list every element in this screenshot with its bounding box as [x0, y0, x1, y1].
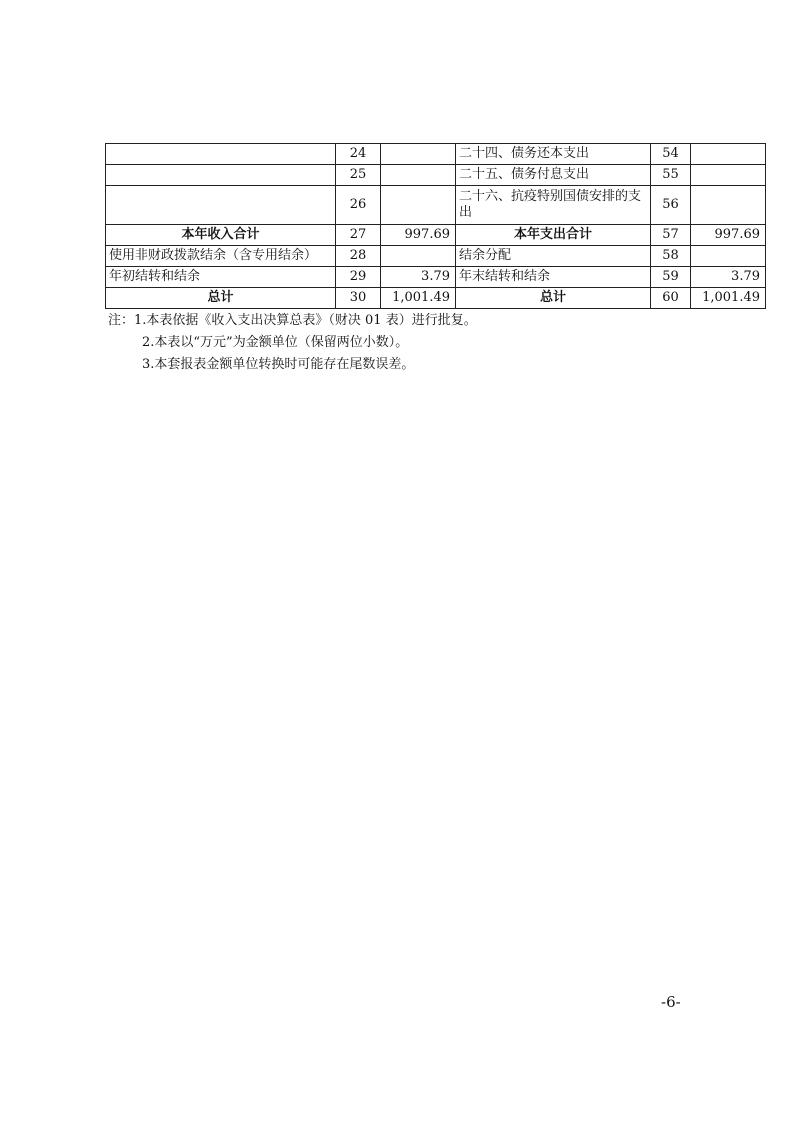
income-amount — [381, 186, 456, 225]
income-amount: 3.79 — [381, 267, 456, 288]
expenditure-line-number: 58 — [651, 246, 691, 267]
income-amount — [381, 144, 456, 165]
income-line-number: 25 — [336, 165, 381, 186]
expenditure-amount — [691, 186, 766, 225]
income-line-number: 24 — [336, 144, 381, 165]
income-line-number: 29 — [336, 267, 381, 288]
income-expenditure-table — [105, 143, 766, 309]
expenditure-total-amount: 997.69 — [691, 225, 766, 246]
note-line: 2.本表以“万元”为金额单位（保留两位小数）。 — [142, 335, 409, 350]
income-line-number: 27 — [336, 225, 381, 246]
expenditure-amount — [691, 246, 766, 267]
grand-total-income-label: 总计 — [106, 288, 336, 309]
expenditure-line-number: 60 — [651, 288, 691, 309]
expenditure-amount — [691, 165, 766, 186]
table-row — [106, 165, 766, 186]
note-line: 注：1.本表依据《收入支出决算总表》（财决 01 表）进行批复。 — [108, 313, 477, 328]
income-line-number: 26 — [336, 186, 381, 225]
income-line-number: 30 — [336, 288, 381, 309]
grand-total-expenditure-amount: 1,001.49 — [691, 288, 766, 309]
note-line: 3.本套报表金额单位转换时可能存在尾数误差。 — [142, 357, 415, 372]
expenditure-item-name: 二十六、抗疫特别国债安排的支出 — [456, 186, 651, 225]
grand-total-expenditure-label: 总计 — [456, 288, 651, 309]
table-row — [106, 186, 766, 225]
income-item-name — [106, 144, 336, 165]
expenditure-item-name: 结余分配 — [456, 246, 651, 267]
expenditure-amount: 3.79 — [691, 267, 766, 288]
table-row — [106, 144, 766, 165]
expenditure-item-name: 二十四、债务还本支出 — [456, 144, 651, 165]
table-row-grand-total — [106, 288, 766, 309]
expenditure-line-number: 59 — [651, 267, 691, 288]
expenditure-item-name: 二十五、债务付息支出 — [456, 165, 651, 186]
table-row-annual-total — [106, 225, 766, 246]
income-total-label: 本年收入合计 — [106, 225, 336, 246]
table-row — [106, 246, 766, 267]
expenditure-line-number: 57 — [651, 225, 691, 246]
income-item-name — [106, 186, 336, 225]
budget-table-container — [105, 143, 765, 309]
expenditure-amount — [691, 144, 766, 165]
income-line-number: 28 — [336, 246, 381, 267]
expenditure-item-name: 年末结转和结余 — [456, 267, 651, 288]
expenditure-total-label: 本年支出合计 — [456, 225, 651, 246]
table-notes — [108, 310, 477, 376]
income-amount — [381, 246, 456, 267]
page-number: -6- — [661, 993, 681, 1011]
expenditure-line-number: 56 — [651, 186, 691, 225]
expenditure-line-number: 54 — [651, 144, 691, 165]
income-item-name: 使用非财政拨款结余（含专用结余） — [106, 246, 336, 267]
grand-total-income-amount: 1,001.49 — [381, 288, 456, 309]
income-item-name: 年初结转和结余 — [106, 267, 336, 288]
income-item-name — [106, 165, 336, 186]
income-total-amount: 997.69 — [381, 225, 456, 246]
expenditure-line-number: 55 — [651, 165, 691, 186]
table-row — [106, 267, 766, 288]
income-amount — [381, 165, 456, 186]
